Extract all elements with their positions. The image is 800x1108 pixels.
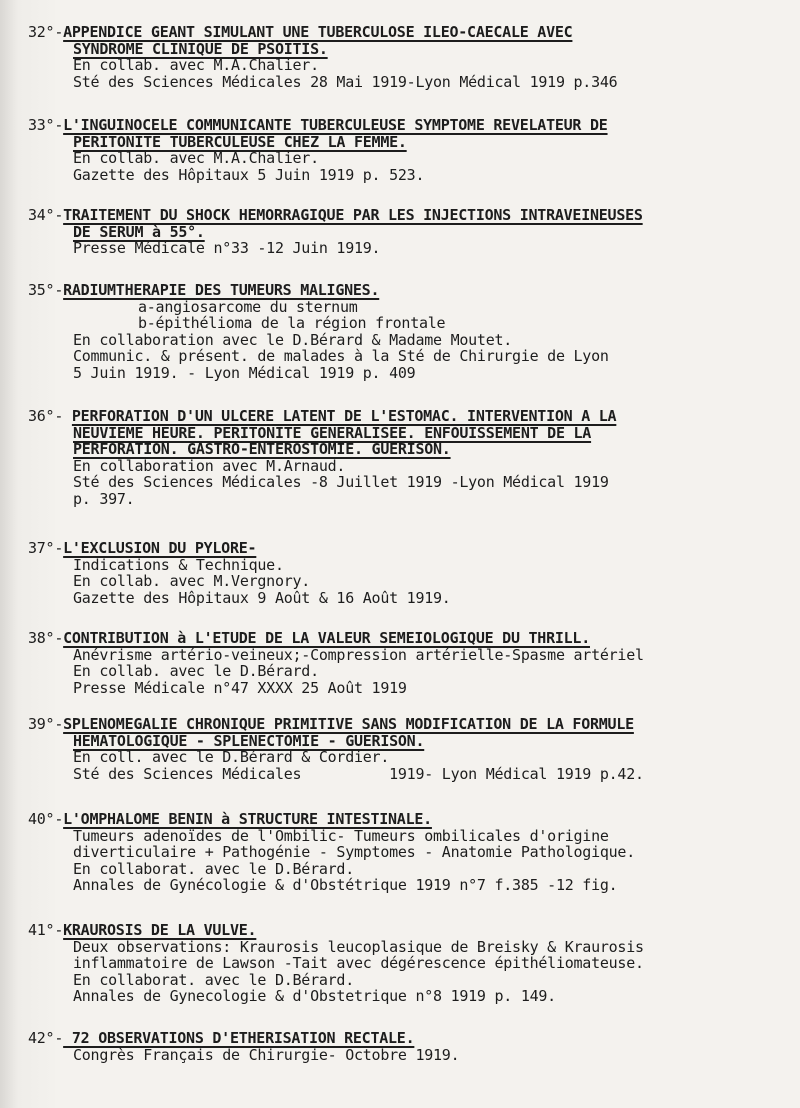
entry-detail: En coll. avec le D.Bérard & Cordier. [73, 748, 390, 766]
entry-title-cont: NEUVIEME HEURE. PERITONITE GENERALISEE. ENFOUISSEMENT DE LA [73, 423, 592, 442]
entry-detail: En collab. avec M.A.Chalier. [73, 149, 319, 167]
entry-42: 42°- 72 OBSERVATIONS D'ETHERISATION RECTALE. Congrès Français de Chirurgie- Octobre 1919. [28, 1030, 788, 1063]
entry-number: 32° [28, 23, 55, 41]
entry-detail: Anévrisme artério-veineux;-Compression artérielle-Spasme artériel [73, 645, 644, 664]
entry-39: 39°-SPLENOMEGALIE CHRONIQUE PRIMITIVE SANS MODIFICATION DE LA FORMULE HEMATOLOGIQUE - SPLENECTOMIE - GUERISON. En coll. avec le D.Bérard & Cordier. Sté des Sciences Médicales 1919- Lyon Médical 1919 p.42. [28, 716, 788, 782]
entry-detail: En collaboration avec M.Arnaud. [73, 456, 346, 475]
entry-title-cont: HEMATOLOGIQUE - SPLENECTOMIE - GUERISON. [73, 731, 425, 750]
entry-detail: Presse Médicale n°47 XXXX 25 Août 1919 [73, 678, 407, 697]
entry-number: 42° [28, 1029, 55, 1047]
entry-title: L'OMPHALOME BENIN à STRUCTURE INTESTINALE. [63, 810, 432, 828]
entry-detail: diverticulaire + Pathogénie - Symptomes - Anatomie Pathologique. [73, 843, 635, 861]
entry-title-cont: DE SERUM à 55°. [73, 222, 205, 241]
entry-subitem: b-épithélioma de la région frontale [138, 314, 446, 332]
entry-37: 37°-L'EXCLUSION DU PYLORE- Indications & Technique. En collab. avec M.Vergnory. Gazette des Hôpitaux 9 Août & 16 Août 1919. [28, 540, 788, 606]
entry-detail: inflammatoire de Lawson -Tait avec dégérescence épithéliomateuse. [73, 954, 644, 972]
entry-title: APPENDICE GEANT SIMULANT UNE TUBERCULOSE ILEO-CAECALE AVEC [63, 23, 573, 41]
entry-title: L'EXCLUSION DU PYLORE- [63, 539, 257, 557]
entry-number: 41° [28, 921, 55, 939]
entry-detail: En collaboration avec le D.Bérard & Madame Moutet. [73, 330, 513, 349]
entry-detail: Indications & Technique. [73, 555, 284, 574]
entry-detail: En collaborat. avec le D.Bérard. [73, 970, 354, 989]
entry-detail: Sté des Sciences Médicales -8 Juillet 1919 -Lyon Médical 1919 [73, 473, 609, 491]
entry-detail: Annales de Gynecologie & d'Obstetrique n°8 1919 p. 149. [73, 987, 556, 1005]
entry-title-cont: SYNDROME CLINIQUE DE PSOITIS. [73, 39, 328, 58]
entry-detail: En collab. avec M.Vergnory. [73, 572, 311, 590]
entry-title-cont: PERITONITE TUBERCULEUSE CHEZ LA FEMME. [73, 132, 407, 151]
entry-detail: En collaborat. avec le D.Bérard. [73, 859, 354, 878]
entry-subitem: a-angiosarcome du sternum [138, 297, 358, 316]
entry-detail: 5 Juin 1919. - Lyon Médical 1919 p. 409 [73, 363, 416, 382]
entry-detail: Communic. & présent. de malades à la Sté de Chirurgie de Lyon [73, 347, 609, 365]
entry-number: 37° [28, 539, 55, 557]
entry-detail: En collab. avec le D.Bérard. [73, 662, 319, 680]
entry-detail: Presse Médicale n°33 -12 Juin 1919. [73, 239, 381, 257]
entry-title: PERFORATION D'UN ULCERE LATENT DE L'ESTOMAC. INTERVENTION A LA [71, 407, 617, 425]
entry-title: RADIUMTHERAPIE DES TUMEURS MALIGNES. [63, 281, 380, 299]
entry-number: 36° [28, 407, 55, 425]
entry-detail: En collab. avec M.A.Chalier. [73, 56, 319, 74]
entry-title: SPLENOMEGALIE CHRONIQUE PRIMITIVE SANS MODIFICATION DE LA FORMULE [63, 715, 634, 733]
entry-title: L'INGUINOCELE COMMUNICANTE TUBERCULEUSE SYMPTOME REVELATEUR DE [63, 116, 608, 134]
entry-33: 33°-L'INGUINOCELE COMMUNICANTE TUBERCULEUSE SYMPTOME REVELATEUR DE PERITONITE TUBERCULEUSE CHEZ LA FEMME. En collab. avec M.A.Chalier. Gazette des Hôpitaux 5 Juin 1919 p. 523. [28, 117, 788, 183]
entry-detail: Annales de Gynécologie & d'Obstétrique 1919 n°7 f.385 -12 fig. [73, 876, 618, 894]
entry-number: 34° [28, 206, 55, 224]
entry-title: 72 OBSERVATIONS D'ETHERISATION RECTALE. [63, 1029, 415, 1047]
entry-title: TRAITEMENT DU SHOCK HEMORRAGIQUE PAR LES INJECTIONS INTRAVEINEUSES [63, 206, 643, 224]
entry-detail: Sté des Sciences Médicales 1919- Lyon Médical 1919 p.42. [73, 764, 644, 783]
entry-number: 35° [28, 281, 55, 299]
entry-title: KRAUROSIS DE LA VULVE. [63, 921, 257, 939]
entry-number: 39° [28, 715, 55, 733]
entry-detail: Deux observations: Kraurosis leucoplasique de Breisky & Kraurosis [73, 937, 644, 956]
entry-title-cont: PERFORATION. GASTRO-ENTEROSTOMIE. GUERISON. [73, 440, 451, 458]
entry-41: 41°-KRAUROSIS DE LA VULVE. Deux observations: Kraurosis leucoplasique de Breisky & Kraurosis inflammatoire de Lawson -Tait avec dégérescence épithéliomateuse. En collaborat. avec le D.Bérard. Annales de Gynecologie & d'Obstetrique n°8 1919 p. 149. [28, 922, 788, 1005]
entry-35: 35°-RADIUMTHERAPIE DES TUMEURS MALIGNES. a-angiosarcome du sternum b-épithélioma de la région frontale En collaboration avec le D.Bérard & Madame Moutet. Communic. & présent. de malades à la Sté de Chirurgie de Lyon 5 Juin 1919. - Lyon Médical 1919 p. 409 [28, 282, 788, 381]
entry-detail: Tumeurs adenoïdes de l'Ombilic- Tumeurs ombilicales d'origine [73, 826, 609, 845]
entry-34: 34°-TRAITEMENT DU SHOCK HEMORRAGIQUE PAR LES INJECTIONS INTRAVEINEUSES DE SERUM à 55°. Presse Médicale n°33 -12 Juin 1919. [28, 207, 788, 257]
entry-32: 32°-APPENDICE GEANT SIMULANT UNE TUBERCULOSE ILEO-CAECALE AVEC SYNDROME CLINIQUE DE PSOITIS. En collab. avec M.A.Chalier. Sté des Sciences Médicales 28 Mai 1919-Lyon Médical 1919 p.346 [28, 24, 788, 90]
entry-detail: p. 397. [73, 489, 135, 508]
entry-38: 38°-CONTRIBUTION à L'ETUDE DE LA VALEUR SEMEIOLOGIQUE DU THRILL. Anévrisme artério-veineux;-Compression artérielle-Spasme artériel En collab. avec le D.Bérard. Presse Médicale n°47 XXXX 25 Août 1919 [28, 630, 788, 696]
entry-36: 36°- PERFORATION D'UN ULCERE LATENT DE L'ESTOMAC. INTERVENTION A LA NEUVIEME HEURE. PERITONITE GENERALISEE. ENFOUISSEMENT DE LA PERFORATION. GASTRO-ENTEROSTOMIE. GUERISON. En collaboration avec M.Arnaud. Sté des Sciences Médicales -8 Juillet 1919 -Lyon Médical 1919 p. 397. [28, 408, 788, 507]
entry-number: 38° [28, 629, 55, 647]
entry-title: CONTRIBUTION à L'ETUDE DE LA VALEUR SEMEIOLOGIQUE DU THRILL. [63, 629, 590, 647]
entry-detail: Sté des Sciences Médicales 28 Mai 1919-Lyon Médical 1919 p.346 [73, 72, 618, 91]
entry-number: 33° [28, 116, 55, 134]
entry-detail: Congrès Français de Chirurgie- Octobre 1919. [73, 1045, 460, 1064]
entry-detail: Gazette des Hôpitaux 9 Août & 16 Août 1919. [73, 588, 451, 607]
entry-40: 40°-L'OMPHALOME BENIN à STRUCTURE INTESTINALE. Tumeurs adenoïdes de l'Ombilic- Tumeurs ombilicales d'origine diverticulaire + Pathogénie - Symptomes - Anatomie Pathologique. En collaborat. avec le D.Bérard. Annales de Gynécologie & d'Obstétrique 1919 n°7 f.385 -12 fig. [28, 811, 788, 894]
entry-number: 40° [28, 810, 55, 828]
entry-detail: Gazette des Hôpitaux 5 Juin 1919 p. 523. [73, 165, 425, 184]
